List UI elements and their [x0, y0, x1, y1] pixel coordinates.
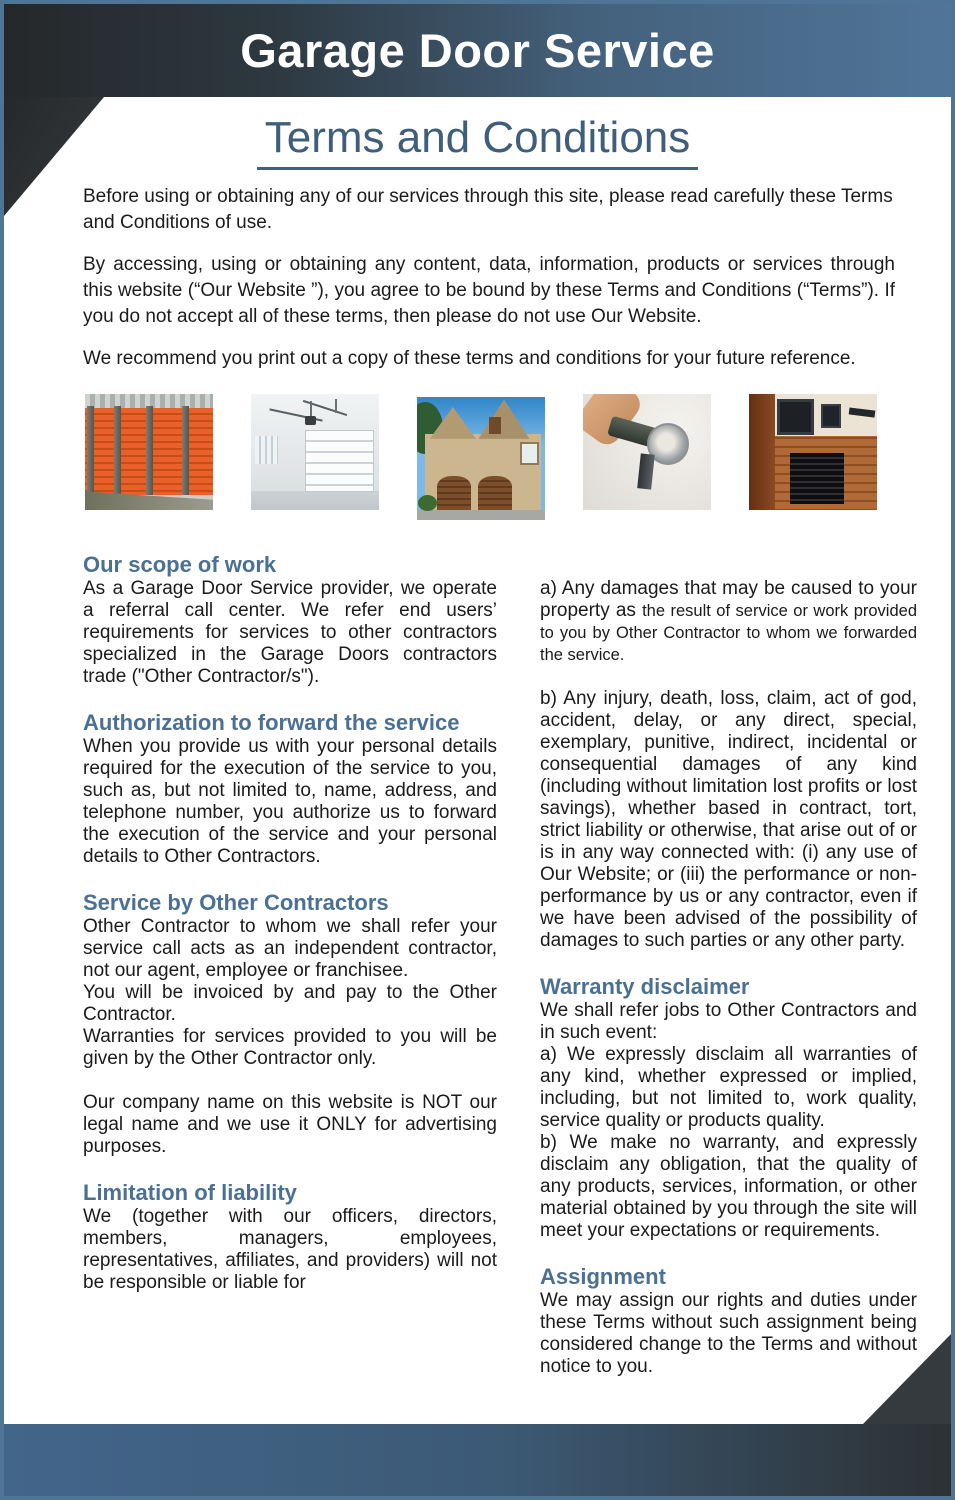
door-post — [87, 406, 94, 495]
photo-strip — [85, 394, 877, 520]
door-post — [146, 406, 153, 495]
photo-house-garage — [417, 397, 545, 520]
terms-heading — [4, 113, 951, 170]
door-post — [114, 406, 121, 495]
garage-door-left — [437, 476, 470, 510]
roof-gable — [478, 399, 529, 438]
section-heading-service: Service by Other Contractors — [83, 890, 389, 915]
company-name-paragraph: Our company name on this website is NOT our legal name and we use it ONLY for advertising purposes. — [83, 1092, 497, 1157]
side-window — [255, 436, 278, 464]
intro-block — [83, 184, 895, 372]
driveway — [417, 510, 545, 520]
attic-window — [489, 417, 502, 434]
section-heading-scope: Our scope of work — [83, 552, 277, 577]
warranty-paragraph: a) We expressly disclaim all warranties of any kind, whether expressed or implied, including, but not limited to, work quality, service quality or products quality. — [540, 1044, 917, 1131]
garage-door-right — [478, 476, 511, 510]
service-paragraph: Other Contractor to whom we shall refer your service call acts as an independent contractor, not our agent, employee or franchisee. — [83, 916, 497, 981]
photo-wall-drilling — [583, 394, 711, 510]
section-heading-assignment: Assignment — [540, 1264, 666, 1289]
photo-storage-units — [85, 394, 213, 510]
liability-paragraph: We (together with our officers, directors, members, managers, employees, representatives, affiliates, and providers) will not be responsible or liable for — [83, 1206, 497, 1293]
house-window — [522, 444, 537, 464]
intro-paragraph-1: Before using or obtaining any of our services through this site, please read carefully these Terms and Conditions of use. — [83, 186, 893, 233]
page-title: Garage Door Service — [240, 24, 715, 77]
section-heading-warranty: Warranty disclaimer — [540, 974, 750, 999]
right-column — [540, 554, 917, 1378]
section-heading-liability: Limitation of liability — [83, 1180, 297, 1205]
facade-window — [821, 404, 842, 428]
warranty-paragraph: We shall refer jobs to Other Contractors and in such event: — [540, 1000, 917, 1043]
intro-paragraph-2: By accessing, using or obtaining any content, data, information, products or services through this website (“Our Website ”), you agree to be bound by these Terms and Conditions (“Terms”). If you do not accept all of these terms, then please do not use Our Website. — [83, 254, 895, 327]
terms-heading-text: Terms and Conditions — [257, 113, 699, 170]
scope-paragraph: As a Garage Door Service provider, we operate a referral call center. We refer end users’ requirements for services to other contractors specialized in the Garage Doors contractors trade ("Other Contractor/s"). — [83, 578, 497, 687]
authorization-paragraph: When you provide us with your personal details required for the execution of the service to you, such as, but not limited to, name, address, and telephone number, you authorize us to forward the execution of the service and your personal details to Other Contractors. — [83, 736, 497, 867]
content-area — [4, 97, 951, 1378]
door-post — [182, 406, 189, 495]
tool-blade — [638, 454, 656, 490]
service-paragraph: You will be invoiced by and pay to the Other Contractor. — [83, 982, 497, 1025]
clause-b-paragraph: b) Any injury, death, loss, claim, act of god, accident, delay, or any direct, special, exemplary, punitive, indirect, incidental or consequential damages of any kind (including without limitation lost profits or lost savings), whether based in contract, tort, strict liability or otherwise, that arise out of or is in any way connected with: (i) any use of Our Website; or (iii) the performance or non-performance by us or any contractor, even if we have been advised of the possibility of damages to such parties or any other party. — [540, 688, 917, 951]
service-paragraph: Warranties for services provided to you will be given by the Other Contractor only. — [83, 1026, 497, 1069]
sectional-door — [306, 431, 373, 491]
page-footer — [4, 1424, 951, 1496]
black-roller-door — [790, 453, 844, 504]
clause-a-lead: a) Any damages that may be caused to your property as — [540, 578, 917, 621]
photo-wood-garage — [749, 394, 877, 510]
page-header — [4, 4, 951, 97]
left-column — [83, 554, 497, 1378]
wood-column — [749, 394, 775, 510]
facade-window — [777, 399, 814, 435]
photo-garage-interior — [251, 394, 379, 510]
ceiling-bracket — [310, 401, 312, 417]
clause-a-detail: the result of service or work provided to you by Other Contractor to whom we forwarded the service. — [540, 602, 917, 664]
assignment-paragraph: We may assign our rights and duties under these Terms without such assignment being considered change to the Terms and without notice to you. — [540, 1290, 917, 1377]
terms-columns — [83, 554, 917, 1378]
ceiling-bracket — [335, 399, 337, 413]
warranty-paragraph: b) We make no warranty, and expressly disclaim any obligation, that the quality of any products, services, information, or other material obtained by you through the site will meet your expectations or requirements. — [540, 1132, 917, 1241]
door-opener-unit — [305, 416, 316, 425]
clause-a-paragraph — [540, 578, 917, 666]
intro-paragraph-3: We recommend you print out a copy of these terms and conditions for your future reference. — [83, 348, 856, 369]
garage-floor — [251, 491, 379, 510]
section-heading-authorization: Authorization to forward the service — [83, 710, 460, 735]
